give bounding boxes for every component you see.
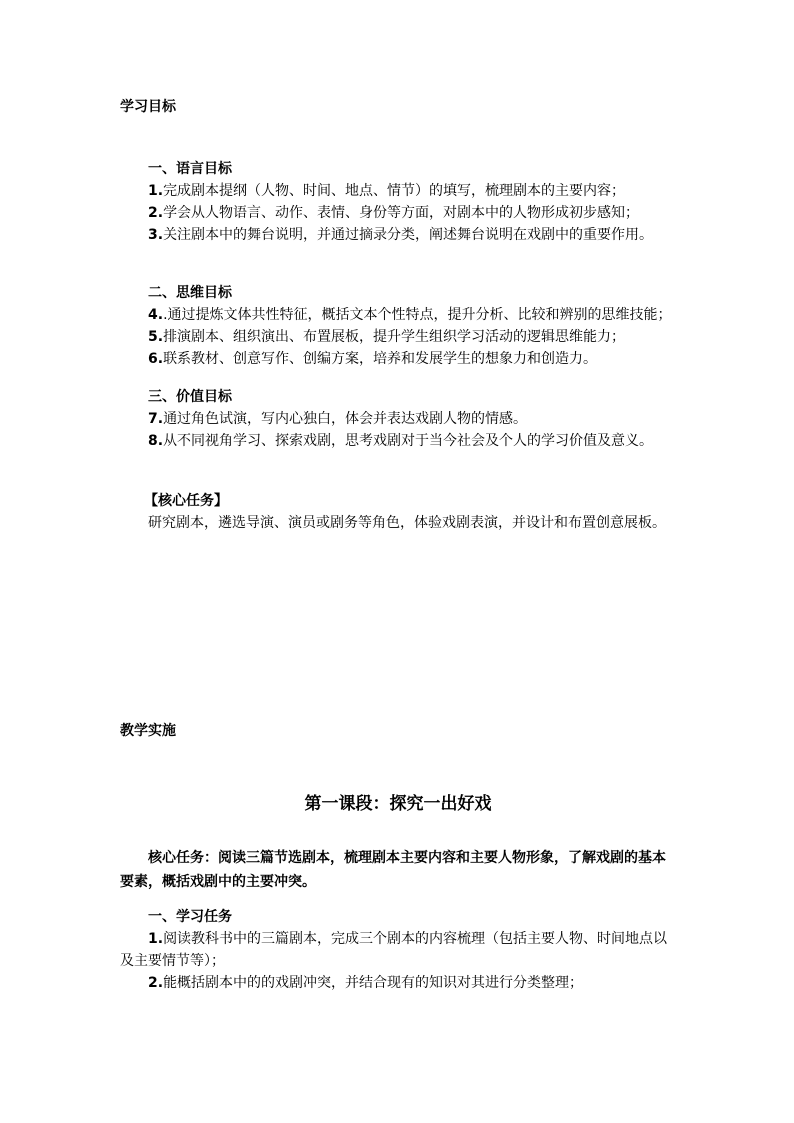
goal-item-3-num: 3. xyxy=(148,227,164,243)
value-goals-title: 三、价值目标 xyxy=(148,389,232,405)
goal-item-4-text: .通过提炼文体共性特征，概括文本个性特点，提升分析、比较和辨别的思维技能； xyxy=(163,307,672,323)
goal-item-5-num: 5. xyxy=(148,329,164,345)
goal-item-4 xyxy=(120,304,676,326)
study-task-item-1-text: 阅读教科书中的三篇剧本，完成三个剧本的内容梳理（包括主要人物、时间地点以及主要情节等）； xyxy=(120,931,668,969)
goal-item-1-num: 1. xyxy=(148,183,164,199)
lesson-core-task: 核心任务：阅读三篇节选剧本，梳理剧本主要内容和主要人物形象，了解戏剧的基本要素，概括戏剧中的主要冲突。 xyxy=(120,850,666,890)
goal-item-5 xyxy=(120,326,676,348)
goal-item-2-num: 2. xyxy=(148,205,164,221)
language-goals-block xyxy=(120,158,676,246)
thinking-goals-title: 二、思维目标 xyxy=(148,285,232,301)
study-task-item-1-num: 1. xyxy=(148,931,164,947)
goal-item-6 xyxy=(120,348,676,370)
goal-item-4-num: 4. xyxy=(148,307,164,323)
core-task-title: 【核心任务】 xyxy=(144,493,228,509)
core-task-block xyxy=(120,490,676,534)
goal-item-7-text: 通过角色试演，写内心独白，体会并表达戏剧人物的情感。 xyxy=(163,411,528,427)
goal-item-7 xyxy=(120,408,676,430)
thinking-goals-block xyxy=(120,282,676,370)
goal-item-7-num: 7. xyxy=(148,411,164,427)
goal-item-8 xyxy=(120,430,676,452)
goal-item-1-text: 完成剧本提纲（人物、时间、地点、情节）的填写，梳理剧本的主要内容； xyxy=(163,183,626,199)
goal-item-8-text: 从不同视角学习、探索戏剧，思考戏剧对于当今社会及个人的学习价值及意义。 xyxy=(163,433,654,449)
section-heading-learning-goals: 学习目标 xyxy=(120,99,176,115)
goal-item-5-text: 排演剧本、组织演出、布置展板，提升学生组织学习活动的逻辑思维能力； xyxy=(163,329,626,345)
study-tasks-block xyxy=(120,906,676,994)
goal-item-6-num: 6. xyxy=(148,351,164,367)
goal-item-2-text: 学会从人物语言、动作、表情、身份等方面，对剧本中的人物形成初步感知； xyxy=(163,205,640,221)
study-task-item-2 xyxy=(120,972,676,994)
study-task-item-2-text: 能概括剧本中的的戏剧冲突，并结合现有的知识对其进行分类整理； xyxy=(163,975,584,991)
core-task-text: 研究剧本，遴选导演、演员或剧务等角色，体验戏剧表演，并设计和布置创意展板。 xyxy=(148,515,666,531)
study-tasks-title: 一、学习任务 xyxy=(148,909,232,925)
study-task-item-1 xyxy=(120,928,676,972)
goal-item-8-num: 8. xyxy=(148,433,164,449)
goal-item-1 xyxy=(120,180,676,202)
goal-item-2 xyxy=(120,202,676,224)
section-heading-teaching-implementation: 教学实施 xyxy=(120,723,176,739)
language-goals-title: 一、语言目标 xyxy=(148,161,232,177)
goal-item-6-text: 联系教材、创意写作、创编方案，培养和发展学生的想象力和创造力。 xyxy=(163,351,598,367)
goal-item-3 xyxy=(120,224,676,246)
goal-item-3-text: 关注剧本中的舞台说明，并通过摘录分类，阐述舞台说明在戏剧中的重要作用。 xyxy=(163,227,654,243)
study-task-item-2-num: 2. xyxy=(148,975,164,991)
lesson-title: 第一课段：探究一出好戏 xyxy=(304,794,492,814)
value-goals-block xyxy=(120,386,676,452)
